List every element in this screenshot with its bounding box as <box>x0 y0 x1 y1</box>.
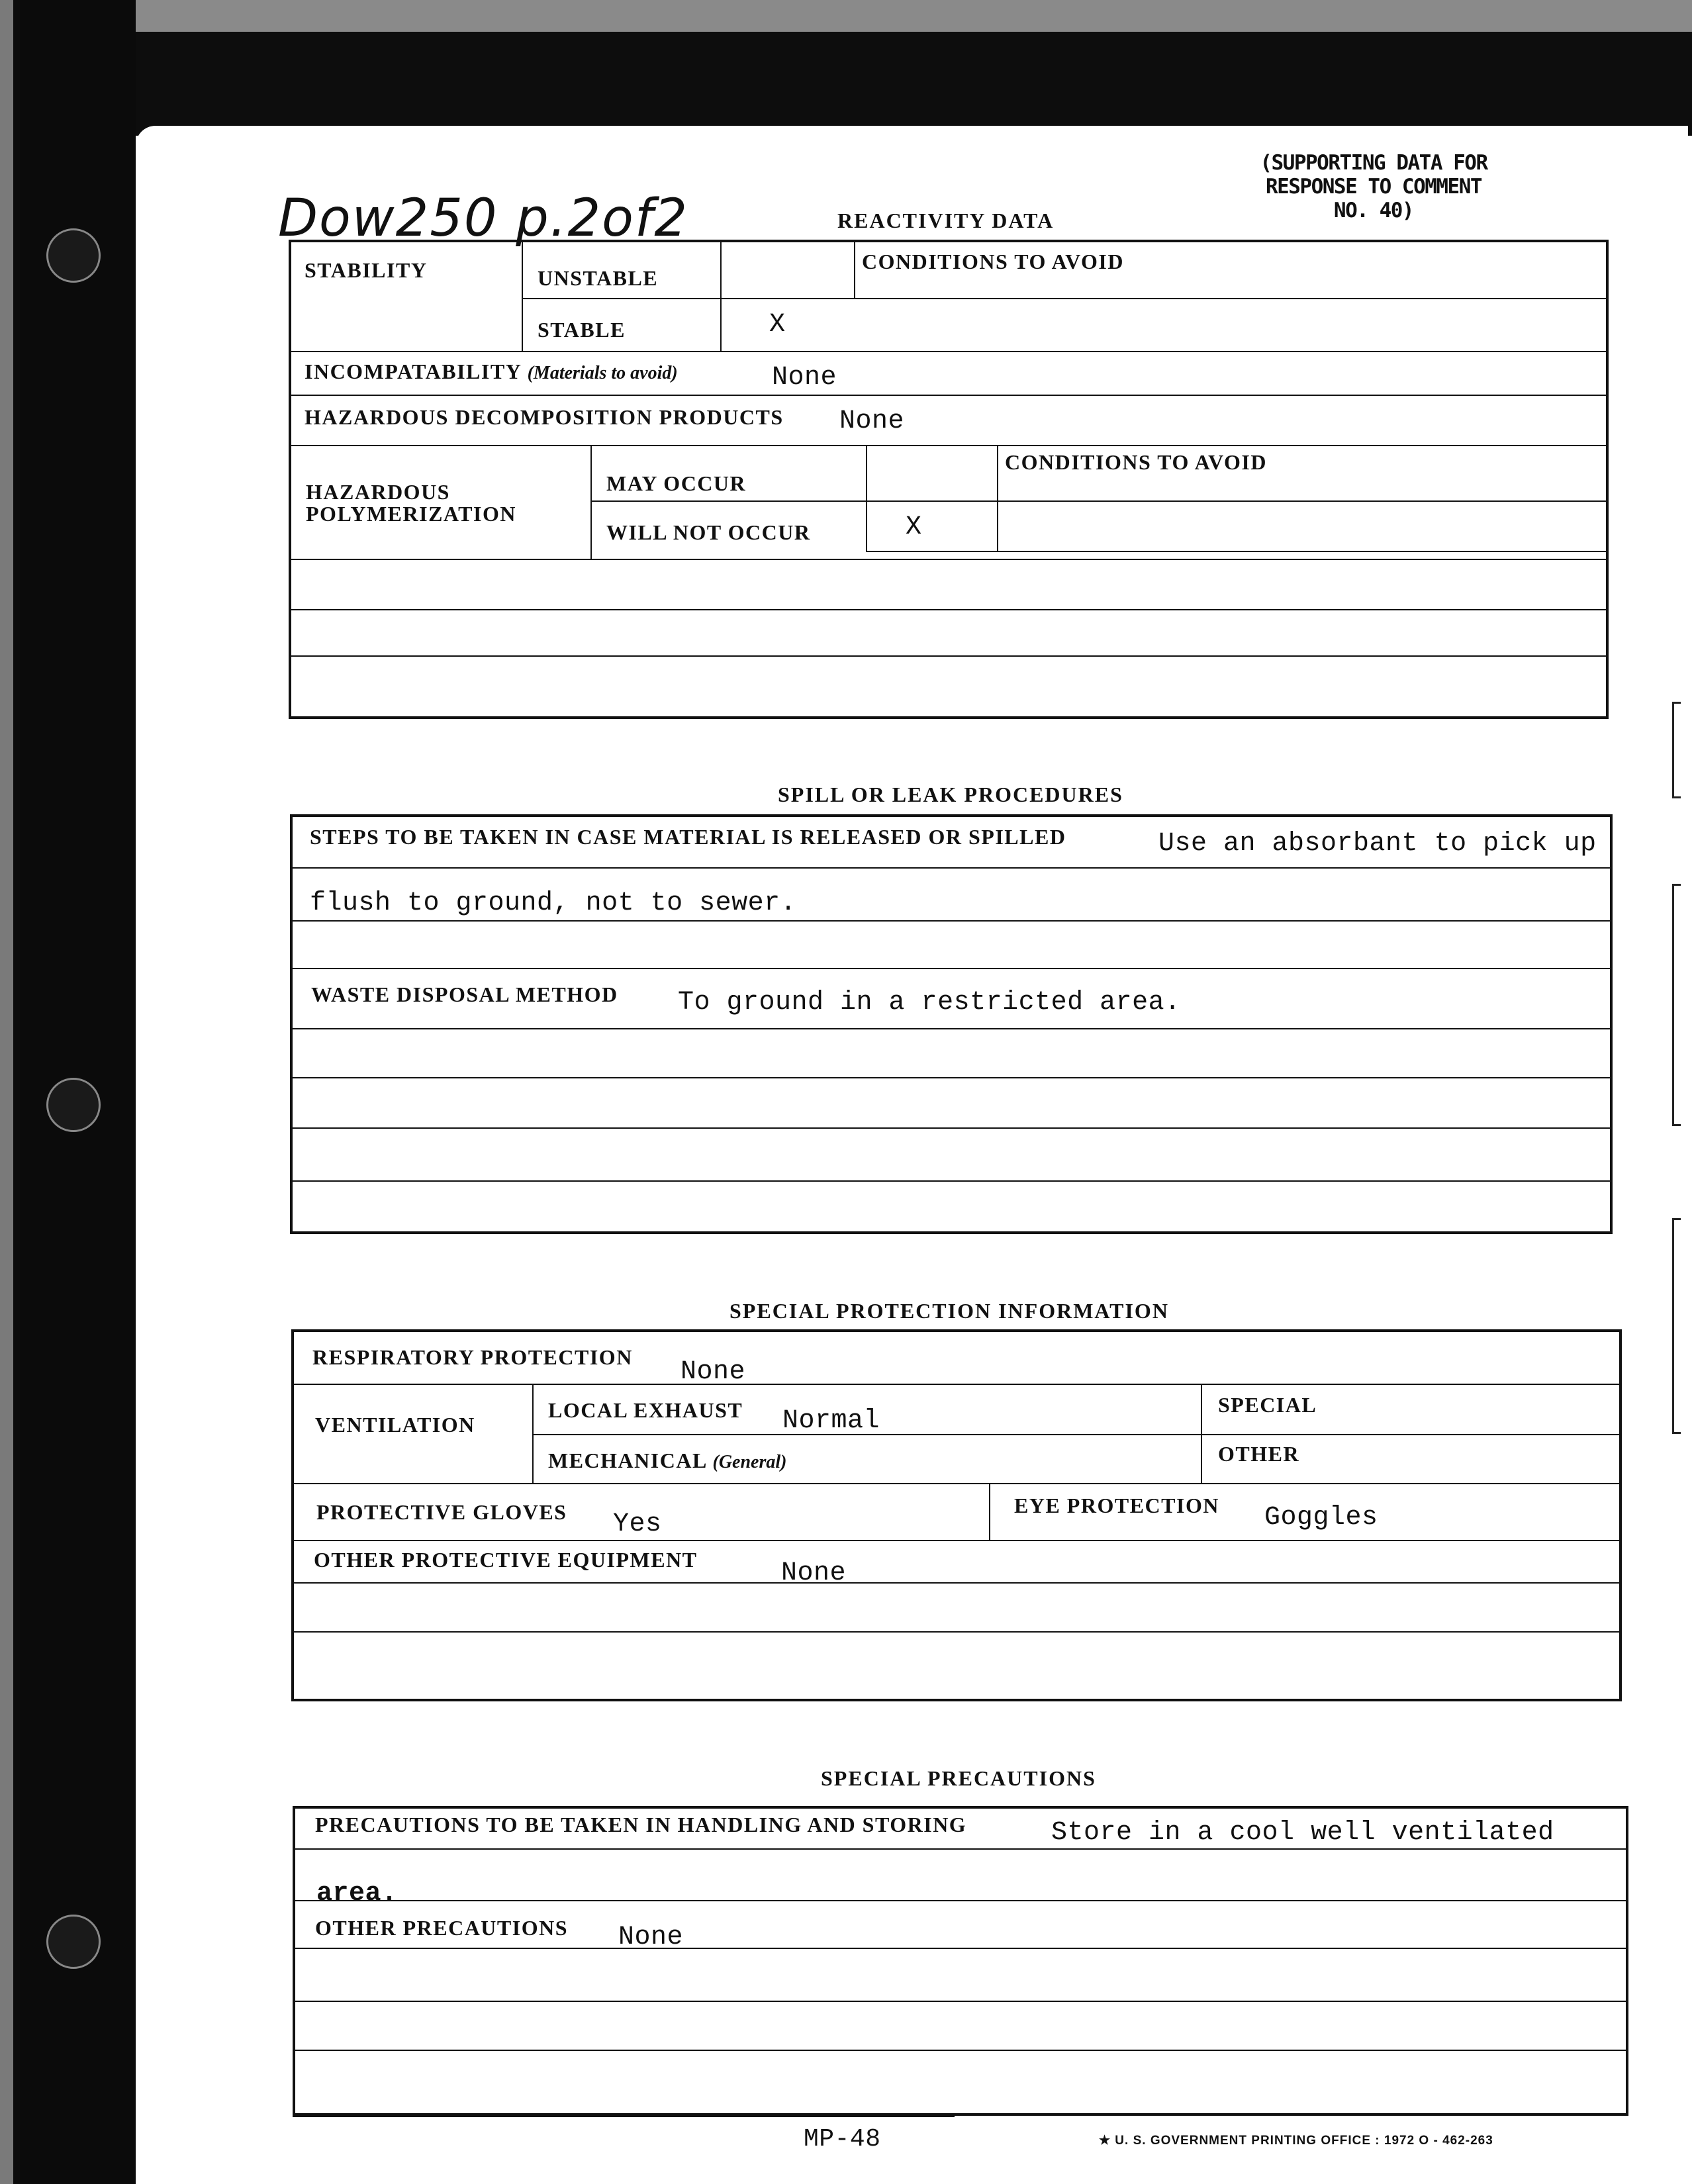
other-ventilation-label: OTHER <box>1218 1442 1300 1466</box>
divider <box>293 1848 1628 1850</box>
other-equipment-label: OTHER PROTECTIVE EQUIPMENT <box>314 1548 698 1572</box>
steps-label: STEPS TO BE TAKEN IN CASE MATERIAL IS RELEASED OR SPILLED <box>310 825 1066 849</box>
steps-value: Use an absorbant to pick up <box>1158 829 1597 859</box>
divider <box>291 1483 1622 1484</box>
mechanical-label-text: MECHANICAL <box>548 1448 707 1472</box>
reactivity-section <box>289 240 1609 719</box>
conditions-to-avoid-label: CONDITIONS TO AVOID <box>862 250 1124 273</box>
divider <box>290 920 1613 922</box>
divider <box>866 445 867 551</box>
binder-hole-icon <box>46 1915 101 1969</box>
divider <box>290 1180 1613 1182</box>
waste-disposal-value: To ground in a restricted area. <box>678 988 1181 1018</box>
polymerization-label: HAZARDOUS <box>306 480 450 504</box>
steps-value-continued: flush to ground, not to sewer. <box>310 888 797 918</box>
page-code: MP-48 <box>804 2125 881 2154</box>
incompatability-value: None <box>772 363 837 393</box>
supporting-note-line: (SUPPORTING DATA FOR <box>1260 151 1487 175</box>
printer-imprint: ★ U. S. GOVERNMENT PRINTING OFFICE : 1972 O - 462-263 <box>1099 2134 1493 2148</box>
precautions-section <box>293 1806 1628 2116</box>
edge-bracket-icon <box>1672 702 1681 798</box>
binder-hole-icon <box>46 228 101 283</box>
supporting-note <box>1231 151 1516 222</box>
stability-label: STABILITY <box>305 258 428 282</box>
binder-hole-icon <box>46 1078 101 1132</box>
will-not-occur-mark: X <box>906 512 922 542</box>
scan-border-top-edge <box>0 0 1692 32</box>
stable-label: STABLE <box>538 318 626 342</box>
supporting-note-line: NO. 40) <box>1333 199 1414 222</box>
precautions-title: SPECIAL PRECAUTIONS <box>821 1766 1096 1790</box>
handling-value-continued: area. <box>316 1879 398 1909</box>
divider <box>293 1900 1628 1901</box>
handwritten-reference: Dow250 p.2of2 <box>278 189 688 248</box>
divider <box>522 240 523 352</box>
other-precautions-value: None <box>618 1923 684 1952</box>
divider <box>290 1028 1613 1029</box>
incompatability-label-text: INCOMPATABILITY <box>305 359 522 383</box>
eye-protection-value: Goggles <box>1264 1503 1378 1533</box>
handling-label: PRECAUTIONS TO BE TAKEN IN HANDLING AND STORING <box>315 1813 967 1836</box>
handling-value: Store in a cool well ventilated <box>1051 1818 1554 1848</box>
divider <box>289 395 1609 396</box>
may-occur-label: MAY OCCUR <box>606 471 747 495</box>
divider <box>997 445 998 551</box>
divider <box>290 1127 1613 1129</box>
unstable-label: UNSTABLE <box>538 266 659 290</box>
divider <box>590 445 592 559</box>
divider <box>293 2001 1628 2002</box>
divider <box>290 1077 1613 1078</box>
divider <box>854 240 855 299</box>
divider <box>291 1582 1622 1584</box>
polymerization-label: POLYMERIZATION <box>306 502 516 526</box>
incompatability-label <box>305 359 678 384</box>
gloves-value: Yes <box>613 1509 662 1539</box>
ventilation-label: VENTILATION <box>315 1413 475 1437</box>
footer-rule <box>293 2116 955 2117</box>
protection-title: SPECIAL PROTECTION INFORMATION <box>729 1299 1169 1323</box>
divider <box>293 1948 1628 1949</box>
gloves-label: PROTECTIVE GLOVES <box>316 1500 567 1524</box>
divider <box>290 968 1613 969</box>
divider <box>289 609 1609 610</box>
divider <box>522 298 1609 299</box>
eye-protection-label: EYE PROTECTION <box>1014 1494 1219 1517</box>
stable-mark: X <box>769 310 786 340</box>
divider <box>1201 1384 1202 1483</box>
divider <box>590 500 1609 502</box>
divider <box>291 1384 1622 1385</box>
mechanical-label <box>548 1448 787 1473</box>
respiratory-value: None <box>681 1357 746 1387</box>
edge-bracket-icon <box>1672 884 1681 1126</box>
divider <box>866 551 1609 552</box>
divider <box>289 655 1609 657</box>
mechanical-note: (General) <box>712 1452 787 1472</box>
divider <box>289 559 1609 560</box>
divider <box>291 1631 1622 1633</box>
divider <box>289 351 1609 352</box>
polymerization-conditions-label: CONDITIONS TO AVOID <box>1005 450 1267 474</box>
divider <box>293 2050 1628 2051</box>
spill-title: SPILL OR LEAK PROCEDURES <box>778 783 1123 806</box>
decomposition-label: HAZARDOUS DECOMPOSITION PRODUCTS <box>305 405 784 429</box>
divider <box>989 1483 990 1540</box>
other-equipment-value: None <box>781 1558 847 1588</box>
other-precautions-label: OTHER PRECAUTIONS <box>315 1916 568 1940</box>
divider <box>289 445 1609 446</box>
edge-bracket-icon <box>1672 1218 1681 1434</box>
waste-disposal-label: WASTE DISPOSAL METHOD <box>311 982 618 1006</box>
divider <box>532 1434 1622 1435</box>
reactivity-title: REACTIVITY DATA <box>837 209 1055 232</box>
local-exhaust-value: Normal <box>782 1406 880 1436</box>
decomposition-value: None <box>839 406 905 436</box>
respiratory-label: RESPIRATORY PROTECTION <box>312 1345 633 1369</box>
supporting-note-line: RESPONSE TO COMMENT <box>1265 175 1482 199</box>
divider <box>720 240 722 352</box>
divider <box>291 1540 1622 1541</box>
divider <box>532 1384 534 1483</box>
local-exhaust-label: LOCAL EXHAUST <box>548 1398 743 1422</box>
scan-border-left-edge <box>0 0 13 2184</box>
special-label: SPECIAL <box>1218 1393 1317 1417</box>
divider <box>290 867 1613 869</box>
incompatability-note: (Materials to avoid) <box>527 363 678 383</box>
will-not-occur-label: WILL NOT OCCUR <box>606 520 811 544</box>
spill-section <box>290 814 1613 1234</box>
